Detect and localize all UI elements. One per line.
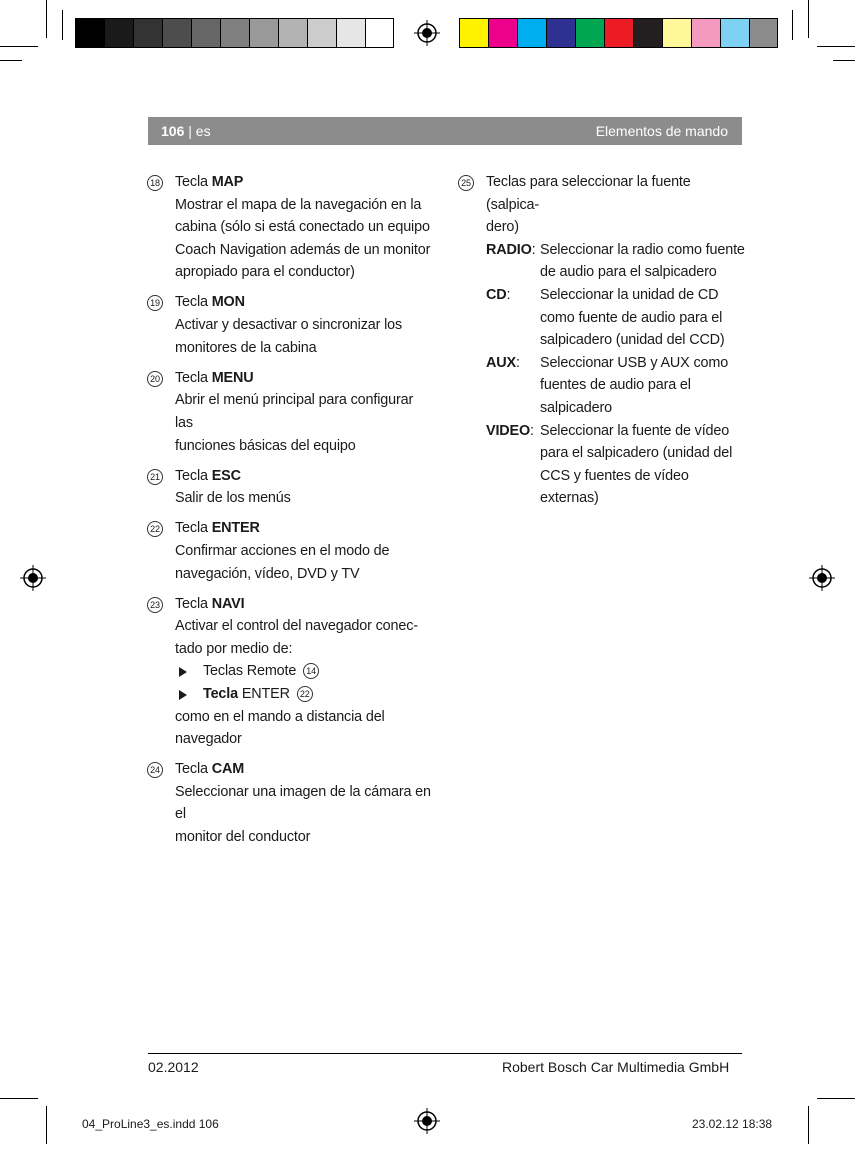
item-line: Teclas para seleccionar la fuente (salpica- xyxy=(486,174,691,213)
item-title: Tecla MON xyxy=(175,294,245,311)
item-line: apropiado para el conductor) xyxy=(175,264,355,281)
footer-date: 02.2012 xyxy=(148,1059,199,1075)
item-line: Activar el control del navegador conec- xyxy=(175,618,418,635)
item-line: para el salpicadero (unidad del xyxy=(540,445,733,462)
item-line: Seleccionar la radio como fuente xyxy=(540,241,745,258)
triangle-bullet-icon xyxy=(179,667,187,677)
color-swatch xyxy=(249,18,278,48)
item-number: 23 xyxy=(147,597,163,613)
registration-mark-icon xyxy=(20,565,46,591)
list-item xyxy=(148,465,434,510)
item-title: Tecla ENTER xyxy=(175,520,260,537)
definition-desc xyxy=(540,284,745,352)
definition-row xyxy=(486,239,745,284)
item-line: funciones básicas del equipo xyxy=(175,437,356,454)
item-line: como fuente de audio para el xyxy=(540,309,723,326)
item-title: Tecla MENU xyxy=(175,369,254,386)
item-line: de audio para el salpicadero xyxy=(540,264,717,281)
list-item xyxy=(148,593,434,751)
color-swatch xyxy=(459,18,488,48)
color-swatch xyxy=(633,18,662,48)
bullet-item: Teclas Remote 14 xyxy=(175,660,434,683)
page-header xyxy=(148,117,742,145)
color-swatch xyxy=(133,18,162,48)
color-swatch xyxy=(575,18,604,48)
color-swatch xyxy=(336,18,365,48)
item-line: Seleccionar la unidad de CD xyxy=(540,286,719,303)
item-line: salpicadero xyxy=(540,399,612,416)
crop-mark xyxy=(817,1098,855,1099)
color-swatch xyxy=(604,18,633,48)
item-line: navegación, vídeo, DVD y TV xyxy=(175,565,360,582)
item-line: dero) xyxy=(486,219,519,236)
list-item xyxy=(148,758,434,848)
registration-mark-icon xyxy=(414,1108,440,1134)
item-line: fuentes de audio para el xyxy=(540,377,691,394)
crop-mark xyxy=(0,60,22,61)
registration-mark-icon xyxy=(414,20,440,46)
crop-mark xyxy=(0,1098,38,1099)
item-number: 19 xyxy=(147,295,163,311)
item-line: Abrir el menú principal para configurar las xyxy=(175,392,414,431)
item-line: Coach Navigation además de un monitor xyxy=(175,241,431,258)
item-number: 24 xyxy=(147,762,163,778)
list-item xyxy=(459,171,745,510)
item-title: Tecla ESC xyxy=(175,467,241,484)
reference-number: 14 xyxy=(303,663,319,679)
color-swatch xyxy=(546,18,575,48)
item-line: Mostrar el mapa de la navegación en la xyxy=(175,196,422,213)
item-line: salpicadero (unidad del CCD) xyxy=(540,332,725,349)
list-item xyxy=(148,517,434,585)
list-item xyxy=(148,367,434,457)
item-title: Tecla CAM xyxy=(175,761,245,778)
registration-mark-icon xyxy=(809,565,835,591)
item-number: 21 xyxy=(147,469,163,485)
crop-mark xyxy=(833,60,855,61)
color-swatch xyxy=(749,18,778,48)
list-item xyxy=(148,171,434,284)
color-swatch xyxy=(691,18,720,48)
item-line: Seleccionar una imagen de la cámara en el xyxy=(175,783,431,823)
bullet-item: Tecla ENTER 22 xyxy=(175,683,434,706)
item-line: Confirmar acciones en el modo de xyxy=(175,542,390,559)
item-number: 25 xyxy=(458,175,474,191)
color-swatch xyxy=(162,18,191,48)
item-line: Seleccionar USB y AUX como xyxy=(540,354,729,371)
item-number: 18 xyxy=(147,175,163,191)
item-line: CCS y fuentes de vídeo externas) xyxy=(540,467,689,507)
left-column xyxy=(148,171,434,856)
crop-mark xyxy=(46,1106,47,1144)
definition-desc xyxy=(540,352,745,420)
color-swatch xyxy=(75,18,104,48)
color-swatch xyxy=(517,18,546,48)
triangle-bullet-icon xyxy=(179,690,187,700)
item-line: Seleccionar la fuente de vídeo xyxy=(540,422,730,439)
section-title: Elementos de mando xyxy=(595,123,728,139)
definition-desc xyxy=(540,239,745,284)
item-line: Salir de los menús xyxy=(175,490,291,507)
item-line: cabina (sólo si está conectado un equipo xyxy=(175,219,430,236)
slug-filename: 04_ProLine3_es.indd 106 xyxy=(82,1117,219,1131)
item-line: monitor del conductor xyxy=(175,829,311,846)
right-column xyxy=(459,171,745,517)
item-title: Tecla NAVI xyxy=(175,595,245,612)
crop-mark xyxy=(0,46,38,47)
color-swatch xyxy=(191,18,220,48)
crop-mark xyxy=(808,1106,809,1144)
definition-row xyxy=(486,420,745,510)
page-number: 106 | es xyxy=(161,123,211,139)
crop-mark xyxy=(792,10,793,40)
list-item xyxy=(148,291,434,359)
definition-term: VIDEO: xyxy=(486,422,534,439)
item-line: como en el mando a distancia del xyxy=(175,708,385,725)
definition-term: CD: xyxy=(486,286,511,303)
color-swatch xyxy=(365,18,394,48)
item-number: 22 xyxy=(147,521,163,537)
color-swatch xyxy=(488,18,517,48)
definition-desc xyxy=(540,420,745,510)
color-swatch xyxy=(662,18,691,48)
crop-mark xyxy=(46,0,47,38)
crop-mark xyxy=(62,10,63,40)
color-swatch xyxy=(307,18,336,48)
item-line: monitores de la cabina xyxy=(175,339,317,356)
process-color-bar xyxy=(459,18,778,48)
definition-term: AUX: xyxy=(486,354,520,371)
footer-company: Robert Bosch Car Multimedia GmbH xyxy=(502,1059,730,1075)
item-line: tado por medio de: xyxy=(175,640,293,657)
crop-mark xyxy=(817,46,855,47)
item-number: 20 xyxy=(147,371,163,387)
item-title: Tecla MAP xyxy=(175,174,244,190)
definition-row xyxy=(486,284,745,352)
crop-mark xyxy=(808,0,809,38)
footer-rule xyxy=(148,1053,742,1054)
definition-term: RADIO: xyxy=(486,241,536,258)
item-line: navegador xyxy=(175,731,242,748)
slug-timestamp: 23.02.12 18:38 xyxy=(692,1117,773,1131)
grayscale-color-bar xyxy=(75,18,394,48)
definition-row xyxy=(486,352,745,420)
reference-number: 22 xyxy=(297,686,313,702)
color-swatch xyxy=(278,18,307,48)
color-swatch xyxy=(104,18,133,48)
color-swatch xyxy=(220,18,249,48)
item-line: Activar y desactivar o sincronizar los xyxy=(175,317,403,334)
color-swatch xyxy=(720,18,749,48)
